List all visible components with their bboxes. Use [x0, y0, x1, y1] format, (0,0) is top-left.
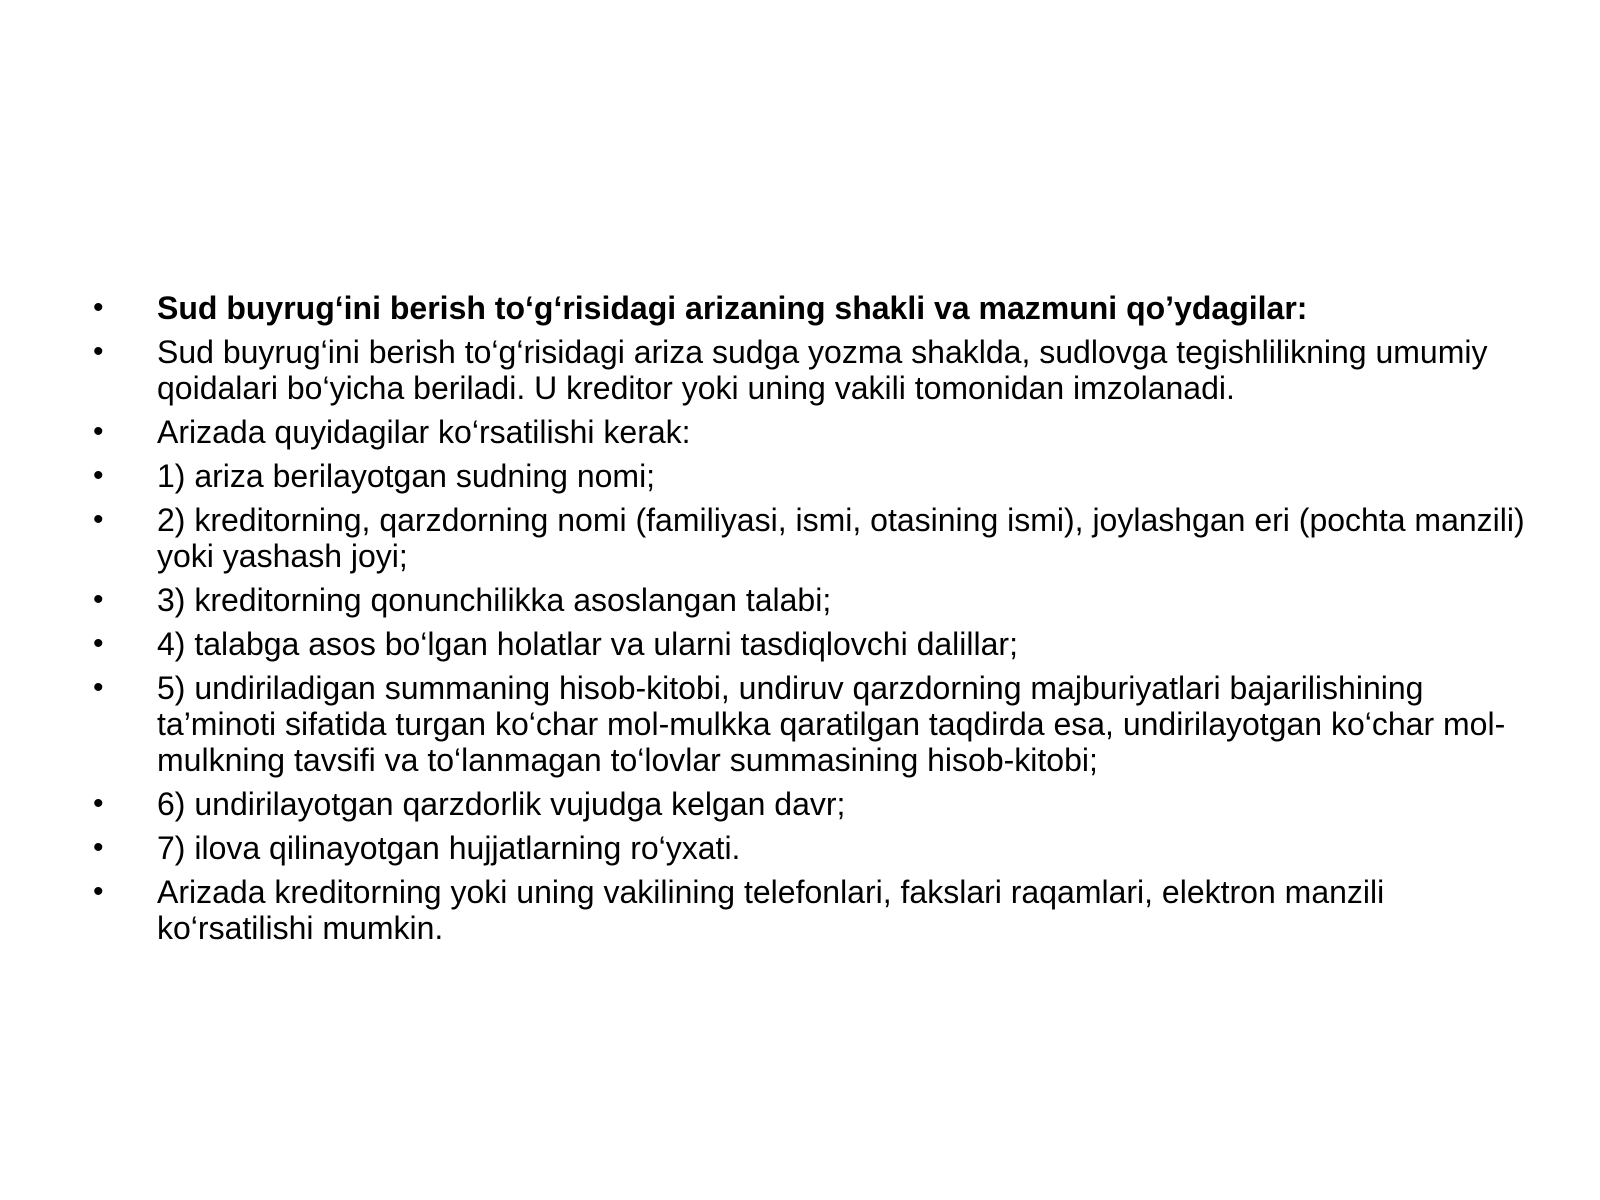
bullet-item	[93, 670, 1543, 778]
bullet-item	[93, 334, 1543, 406]
bullet-item-heading	[93, 290, 1543, 326]
bullet-icon: •	[93, 787, 104, 820]
bullet-icon: •	[93, 875, 104, 908]
bullet-item	[93, 582, 1543, 618]
bullet-icon: •	[93, 831, 104, 864]
bullet-text: 4) talabga asos bo‘lgan holatlar va ularni tasdiqlovchi dalillar;	[157, 626, 1018, 662]
bullet-text: 6) undirilayotgan qarzdorlik vujudga kelgan davr;	[157, 786, 846, 822]
bullet-text: Arizada quyidagilar ko‘rsatilishi kerak:	[157, 414, 691, 450]
bullet-text: Sud buyrug‘ini berish to‘g‘risidagi ariza sudga yozma shaklda, sudlovga tegishlilikning umumiy qoidalari bo‘yicha beriladi. U kreditor yoki uning vakili tomonidan imzolanadi.	[157, 334, 1488, 406]
bullet-icon: •	[93, 503, 104, 536]
bullet-icon: •	[93, 583, 104, 616]
bullet-text: Arizada kreditorning yoki uning vakilining telefonlari, fakslari raqamlari, elektron manzili ko‘rsatilishi mumkin.	[157, 874, 1385, 946]
bullet-text: 2) kreditorning, qarzdorning nomi (familiyasi, ismi, otasining ismi), joylashgan eri (pochta manzili) yoki yashash joyi;	[157, 502, 1525, 574]
bullet-icon: •	[93, 291, 104, 324]
bullet-text: 7) ilova qilinayotgan hujjatlarning ro‘yxati.	[157, 830, 741, 866]
bullet-text: 5) undiriladigan summaning hisob-kitobi, undiruv qarzdorning majburiyatlari bajarilishining ta’minoti sifatida turgan ko‘char mol-mulkka qaratilgan taqdirda esa, undirilayotgan ko‘char mol-mulkning tavsifi va to‘lanmagan to‘lovlar summasining hisob-kitobi;	[157, 670, 1506, 778]
bullet-text: 1) ariza berilayotgan sudning nomi;	[157, 458, 656, 494]
bullet-item	[93, 626, 1543, 662]
bullet-item	[93, 414, 1543, 450]
bullet-icon: •	[93, 671, 104, 704]
bullet-text: 3) kreditorning qonunchilikka asoslangan talabi;	[157, 582, 832, 618]
bullet-item	[93, 830, 1543, 866]
bullet-icon: •	[93, 627, 104, 660]
bullet-icon: •	[93, 459, 104, 492]
bullet-item	[93, 458, 1543, 494]
bullet-list	[93, 290, 1543, 954]
bullet-icon: •	[93, 335, 104, 368]
bullet-text: Sud buyrug‘ini berish to‘g‘risidagi arizaning shakli va mazmuni qo’ydagilar:	[157, 290, 1308, 326]
bullet-item	[93, 874, 1543, 946]
bullet-item	[93, 502, 1543, 574]
bullet-item	[93, 786, 1543, 822]
bullet-icon: •	[93, 415, 104, 448]
